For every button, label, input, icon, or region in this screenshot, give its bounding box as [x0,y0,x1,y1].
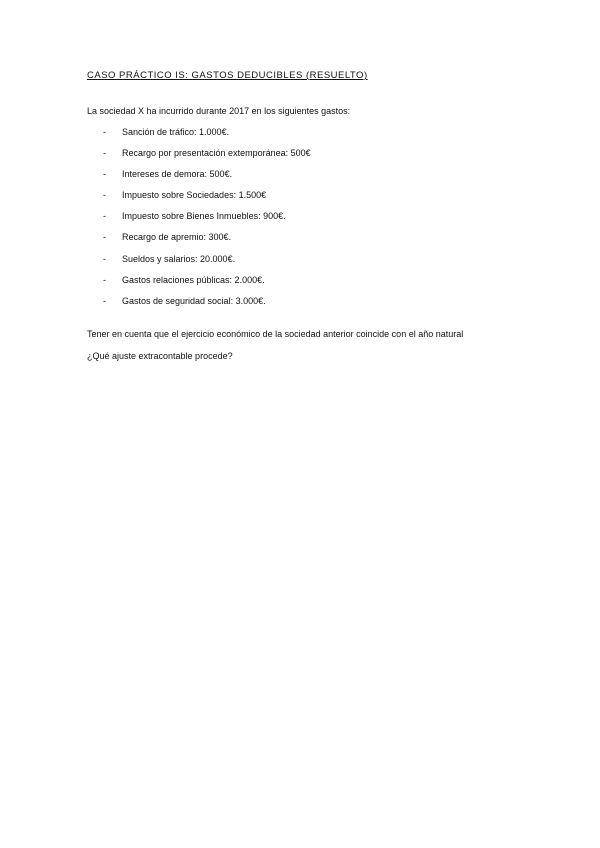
list-item-text: Recargo por presentación extemporánea: 500€ [122,148,311,159]
list-bullet: - [103,190,106,201]
document-title: CASO PRÁCTICO IS: GASTOS DEDUCIBLES (RESUELTO) [87,70,368,81]
list-bullet: - [103,232,106,243]
question-paragraph: ¿Qué ajuste extracontable procede? [87,351,233,361]
list-bullet: - [103,211,106,222]
list-item-text: Impuesto sobre Sociedades: 1.500€ [122,190,267,201]
list-bullet: - [103,295,106,306]
list-item-text: Impuesto sobre Bienes Inmuebles: 900€. [122,211,286,222]
list-item-text: Sueldos y salarios: 20.000€. [122,253,236,264]
list-item-text: Recargo de apremio: 300€. [122,232,232,243]
list-bullet: - [103,274,106,285]
note-paragraph: Tener en cuenta que el ejercicio económico de la sociedad anterior coincide con el año natural [87,329,464,339]
list-bullet: - [103,148,106,159]
list-bullet: - [103,253,106,264]
list-item-text: Gastos relaciones públicas: 2.000€. [122,274,265,285]
list-item-text: Sanción de tráfico: 1.000€. [122,127,230,137]
list-bullet: - [103,169,106,180]
list-bullet: - [103,127,106,137]
list-item-text: Gastos de seguridad social: 3.000€. [122,295,266,306]
list-item-text: Intereses de demora: 500€. [122,169,233,180]
intro-paragraph: La sociedad X ha incurrido durante 2017 en los siguientes gastos: [87,106,351,116]
